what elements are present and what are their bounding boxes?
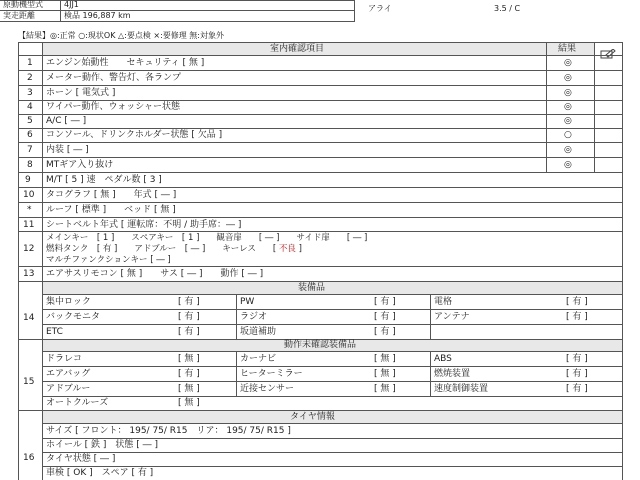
row-number: 6	[27, 130, 33, 140]
equipment-header: 装備品	[298, 283, 326, 293]
row-text: コンソール、ドリンクホルダー状態 [ 欠品 ]	[46, 130, 223, 140]
unverified-value: [ 無 ]	[374, 369, 396, 379]
equipment-item: 坂道補助	[240, 327, 277, 337]
equipment-item: ラジオ	[240, 312, 268, 322]
equipment-value: [ 有 ]	[374, 327, 396, 337]
mileage-value: 検品 196,887 km	[64, 11, 131, 20]
row-number: 9	[25, 175, 31, 185]
unverified-item: ヒーターミラー	[240, 369, 303, 379]
row-result: ◎	[564, 116, 572, 126]
unverified-value: [ 無 ]	[374, 354, 396, 364]
equipment-item: 電格	[434, 297, 453, 307]
row-result: ◎	[564, 88, 572, 98]
unverified-item: オートクルーズ	[46, 398, 109, 408]
unverified-value: [ 無 ]	[178, 384, 200, 394]
row-text: シートベルト年式 [ 運転席：不明 / 助手席：― ]	[46, 220, 242, 230]
row-number: 5	[27, 116, 33, 126]
unverified-value: [ 無 ]	[178, 398, 200, 408]
unverified-item: エアバッグ	[46, 369, 91, 379]
equipment-value: [ 有 ]	[178, 297, 200, 307]
row-text: 内装 [ ― ]	[46, 145, 89, 155]
equipment-item: ETC	[46, 327, 63, 337]
mileage-label: 実走距離	[3, 11, 35, 20]
row-result: ◎	[564, 58, 572, 68]
unverified-item: カーナビ	[240, 354, 277, 364]
edit-icon	[600, 44, 616, 54]
tire-condition: タイヤ状態 [ ― ]	[46, 454, 116, 464]
row-number: *	[27, 205, 32, 215]
unverified-header: 動作未確認装備品	[284, 340, 357, 350]
row-number: 8	[27, 160, 33, 170]
unverified-value: [ 無 ]	[178, 354, 200, 364]
tire-inspection: 車検 [ OK ] スペア [ 有 ]	[46, 468, 154, 478]
row-text: ルーフ [ 標準 ] ベッド [ 無 ]	[46, 205, 176, 215]
unverified-item: ドラレコ	[46, 354, 83, 364]
tire-size: サイズ [ フロント： 195/ 75/ R15 リア： 195/ 75/ R15 ]	[46, 426, 291, 436]
row-text: タコグラフ [ 無 ] 年式 [ ― ]	[46, 190, 177, 200]
row-text: メーター動作、警告灯、各ランプ	[46, 73, 182, 83]
row-text: マルチファンクションキー [ ― ]	[46, 255, 171, 265]
unverified-value: [ 有 ]	[566, 369, 588, 379]
row-text: MTギア入り抜け	[46, 160, 114, 170]
row-number: 15	[23, 377, 35, 387]
row-number: 1	[27, 58, 33, 68]
row-text: ホーン [ 電気式 ]	[46, 88, 116, 98]
interior-header: 室内確認項目	[270, 44, 325, 54]
equipment-value: [ 有 ]	[178, 327, 200, 337]
equipment-item: アンテナ	[434, 312, 470, 322]
alignment-label: アライ	[368, 4, 392, 13]
row-number: 16	[23, 453, 35, 463]
row-text: M/T [ 5 ] 速 ペダル数 [ 3 ]	[46, 175, 162, 185]
equipment-item: PW	[240, 297, 255, 307]
unverified-item: ABS	[434, 354, 452, 364]
unverified-value: [ 無 ]	[374, 384, 396, 394]
row-result: ◎	[564, 160, 572, 170]
result-legend: 【結果】◎:正常 ○:現状OK △:要点検 ×:要修理 無:対象外	[18, 31, 225, 40]
unverified-item: 速度制御装置	[434, 384, 489, 394]
row-number: 2	[27, 73, 33, 83]
unverified-value: [ 有 ]	[566, 354, 588, 364]
row-number: 13	[23, 269, 35, 279]
row-text: メインキー [ 1 ] スペアキー [ 1 ] 観音扉 [ ― ] サイド扉 [ ― ]	[46, 233, 368, 243]
equipment-item: 集中ロック	[46, 297, 91, 307]
row-number: 3	[27, 88, 33, 98]
row-number: 12	[23, 244, 35, 254]
row-number: 11	[23, 220, 35, 230]
row-number: 4	[27, 102, 33, 112]
row-result: ◎	[564, 145, 572, 155]
unverified-value: [ 有 ]	[178, 369, 200, 379]
row-text: ワイパー動作、ウォッシャー状態	[46, 102, 181, 112]
tire-wheel: ホイール [ 鉄 ] 状態 [ ― ]	[46, 440, 159, 450]
row-text: エアサスリモコン [ 無 ] サス [ ― ] 動作 [ ― ]	[46, 269, 264, 279]
row-text: エンジン始動性 セキュリティ [ 無 ]	[46, 58, 205, 68]
equipment-value: [ 有 ]	[374, 312, 396, 322]
row-text: 燃料タンク [ 有 ] アドブルー [ ― ] キーレス [ 不良 ]	[46, 244, 302, 254]
equipment-value: [ 有 ]	[566, 297, 588, 307]
equipment-item: バックモニタ	[46, 312, 101, 322]
row-result: ○	[564, 130, 572, 140]
unverified-item: 近接センサー	[240, 384, 295, 394]
unverified-value: [ 有 ]	[566, 384, 588, 394]
alignment-value: 3.5 / C	[494, 4, 521, 13]
engine-model-value: 4JJ1	[64, 0, 79, 9]
equipment-value: [ 有 ]	[178, 312, 200, 322]
engine-model-label: 原動機型式	[3, 0, 43, 9]
row-result: ◎	[564, 73, 572, 83]
result-header: 結果	[558, 44, 577, 54]
row-number: 7	[27, 145, 33, 155]
row-result: ◎	[564, 102, 572, 112]
unverified-item: アドブルー	[46, 384, 91, 394]
row-number: 14	[23, 313, 35, 323]
keyless-status: 不良	[278, 244, 296, 254]
row-text: A/C [ ― ]	[46, 116, 87, 126]
tire-header: タイヤ情報	[290, 412, 335, 422]
row-number: 10	[23, 190, 35, 200]
equipment-value: [ 有 ]	[374, 297, 396, 307]
equipment-value: [ 有 ]	[566, 312, 588, 322]
unverified-item: 燃焼装置	[434, 369, 471, 379]
